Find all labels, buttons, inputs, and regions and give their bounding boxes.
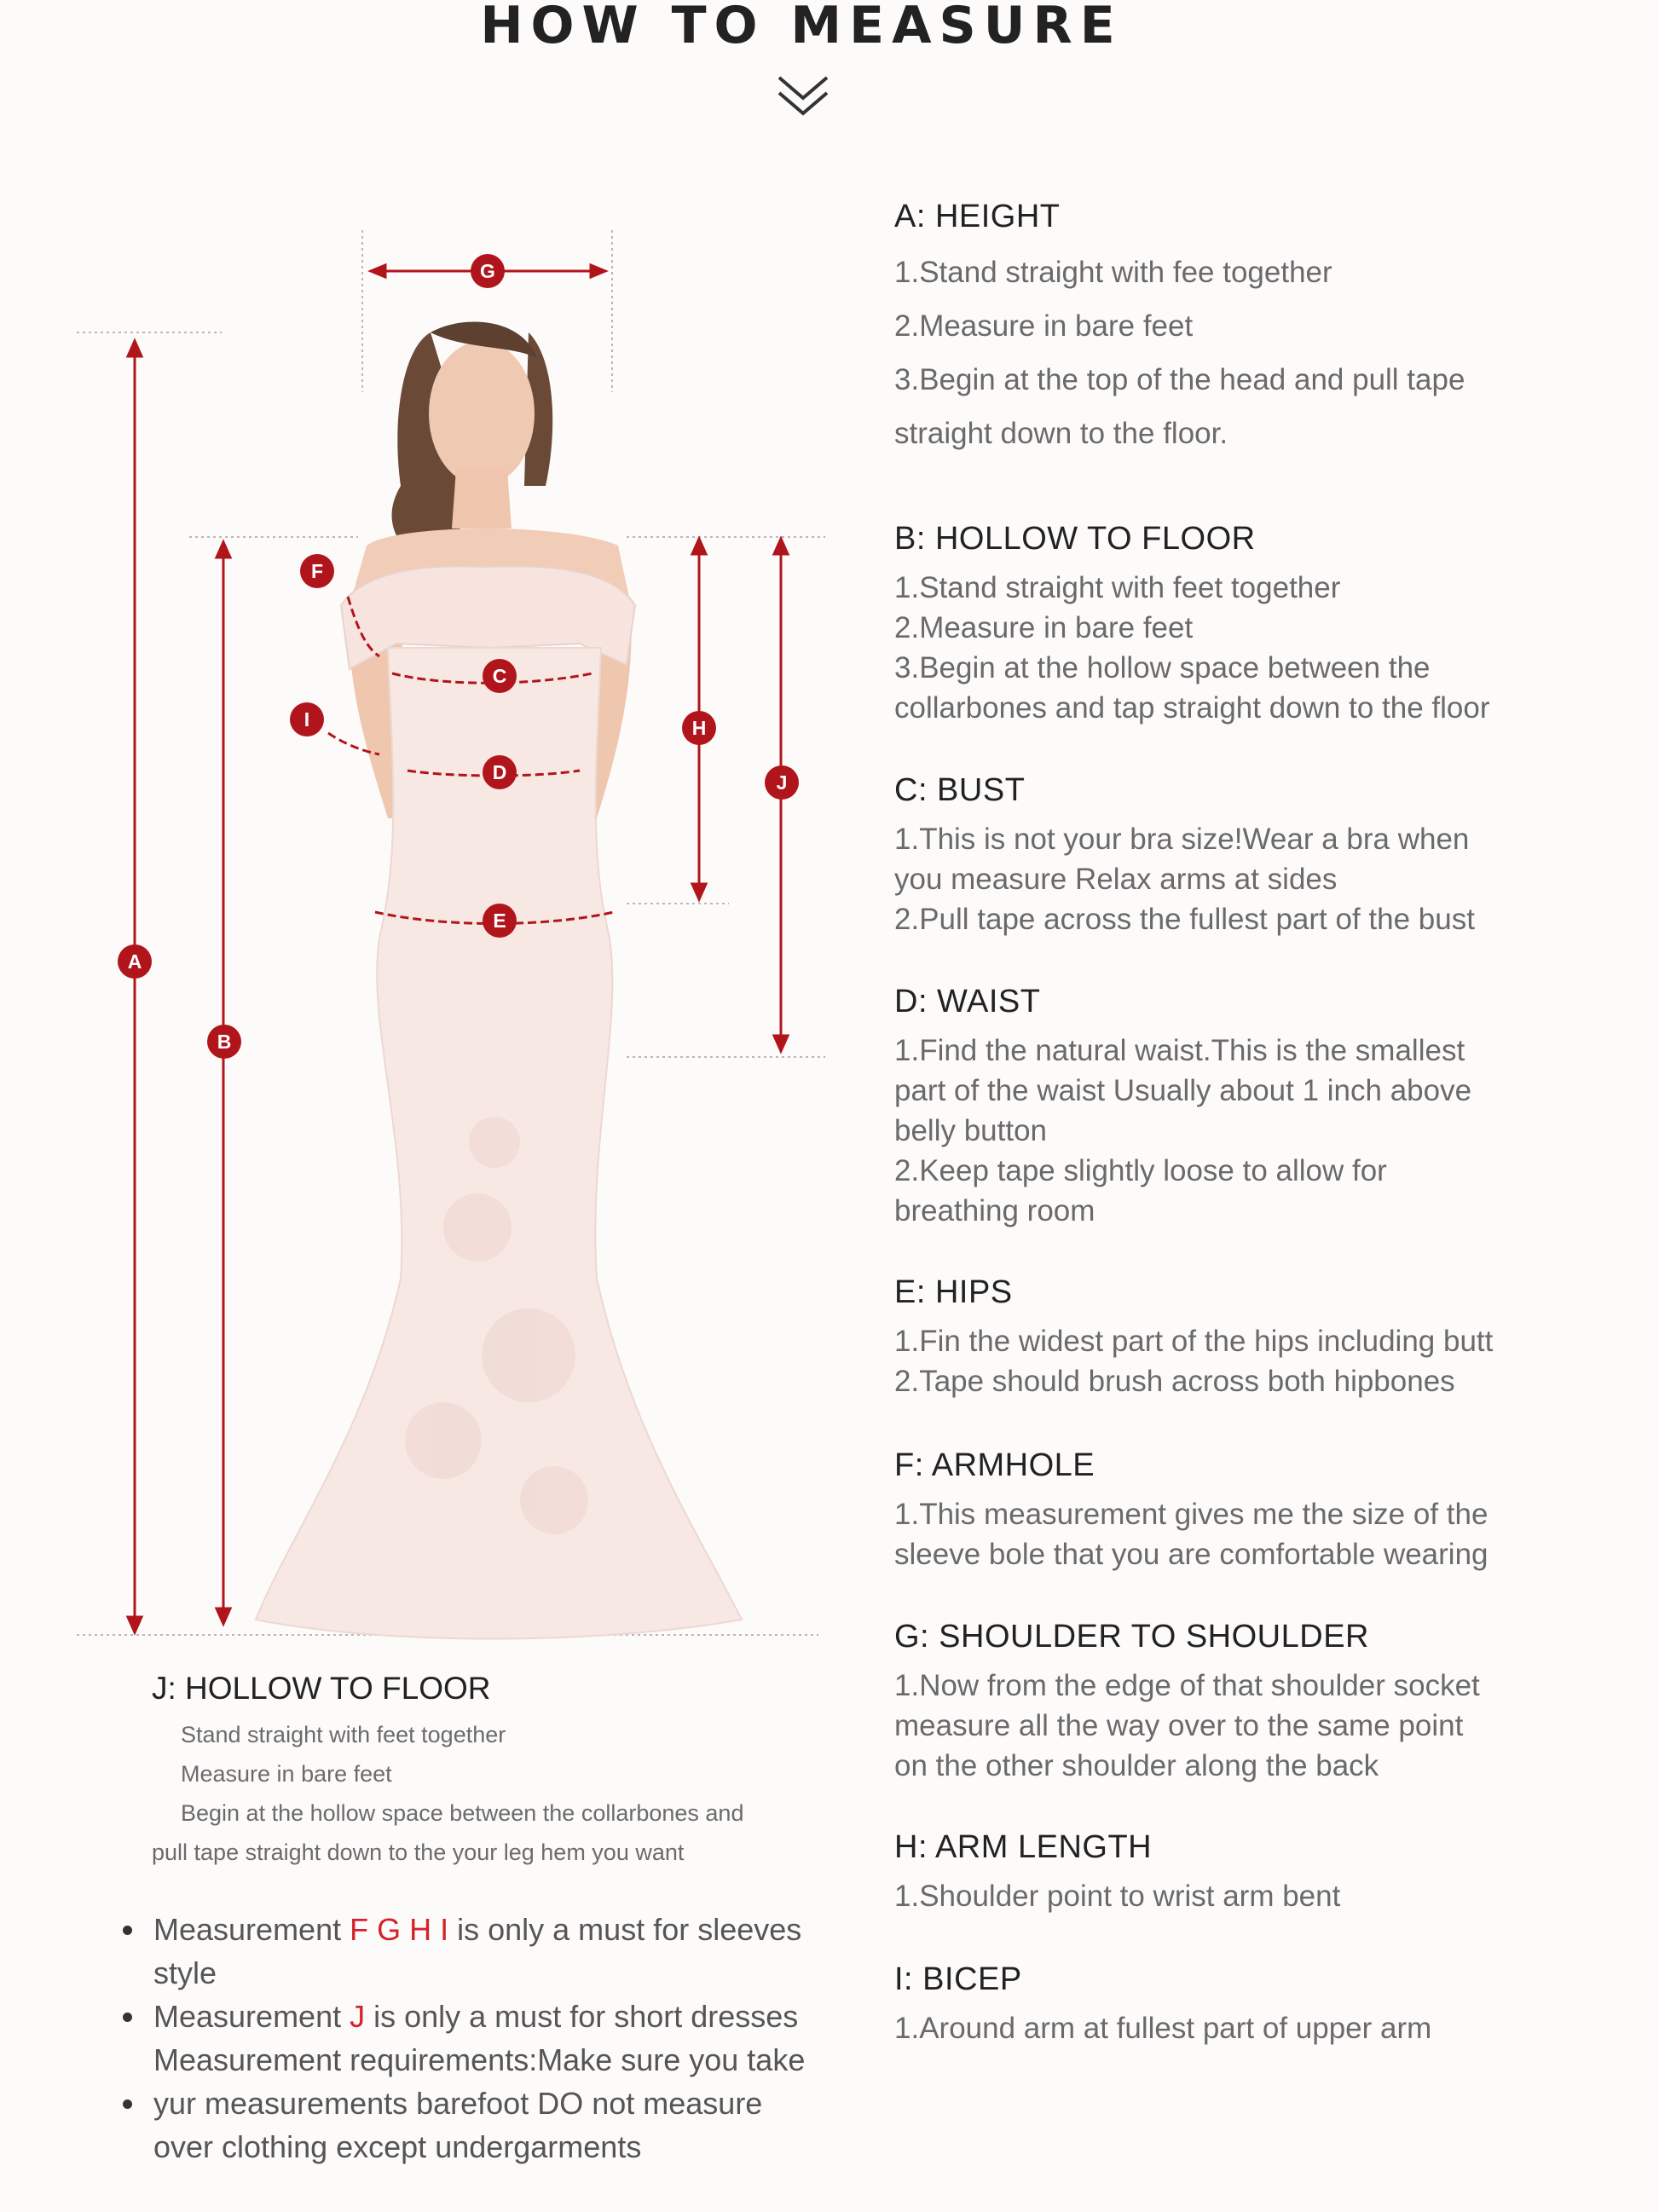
section-shoulder: G: SHOULDER TO SHOULDER 1.Now from the edge of that shoulder socket measure all the way over to the same point on the other shoulder along the back — [894, 1618, 1636, 1786]
section-heading: G: SHOULDER TO SHOULDER — [894, 1619, 1369, 1655]
list-item: Measurement J is only a must for short dresses Measurement requirements:Make sure you take — [119, 1995, 818, 2082]
marker-h: H — [682, 711, 716, 745]
section-heading: F: ARMHOLE — [894, 1447, 1095, 1483]
page-title: HOW TO MEASURE — [480, 0, 1123, 55]
marker-e: E — [483, 904, 517, 938]
marker-i: I — [290, 702, 324, 736]
section-height: A: HEIGHT 1.Stand straight with fee together 2.Measure in bare feet 3.Begin at the top of the head and pull tape straight down to the floor. — [894, 198, 1636, 460]
marker-c: C — [483, 659, 517, 693]
section-heading: A: HEIGHT — [894, 199, 1061, 234]
section-arm-length: H: ARM LENGTH 1.Shoulder point to wrist arm bent — [894, 1828, 1636, 1916]
section-hollow-to-floor: B: HOLLOW TO FLOOR 1.Stand straight with feet together 2.Measure in bare feet 3.Begin at the hollow space between the collarbones and tap straight down to the floor — [894, 520, 1636, 728]
notes-list — [119, 1908, 818, 2169]
list-item: Measurement F G H I is only a must for sleeves style — [119, 1908, 818, 1995]
section-heading: I: BICEP — [894, 1961, 1022, 1997]
marker-d: D — [483, 755, 517, 789]
marker-j: J — [765, 765, 799, 800]
section-armhole: F: ARMHOLE 1.This measurement gives me the size of the sleeve bole that you are comfortable wearing — [894, 1447, 1636, 1574]
marker-b: B — [207, 1025, 241, 1059]
chevron-down-icon — [776, 72, 830, 124]
section-j-hollow-to-floor: J: HOLLOW TO FLOOR Stand straight with feet together Measure in bare feet Begin at the hollow space between the collarbones and pull tape straight down to the your leg hem you want — [152, 1671, 808, 1872]
measurement-illustration — [0, 205, 853, 1679]
section-heading: J: HOLLOW TO FLOOR — [152, 1671, 491, 1706]
section-bust: C: BUST 1.This is not your bra size!Wear a bra when you measure Relax arms at sides 2.Pull tape across the fullest part of the bust — [894, 771, 1636, 939]
section-heading: E: HIPS — [894, 1274, 1013, 1310]
section-hips: E: HIPS 1.Fin the widest part of the hips including butt 2.Tape should brush across both hipbones — [894, 1273, 1636, 1401]
list-item: yur measurements barefoot DO not measure over clothing except undergarments — [119, 2082, 818, 2169]
section-heading: D: WAIST — [894, 984, 1041, 1019]
marker-a: A — [118, 944, 152, 979]
section-waist: D: WAIST 1.Find the natural waist.This is the smallest part of the waist Usually about 1 inch above belly button 2.Keep tape slightly loose to allow for breathing room — [894, 983, 1636, 1231]
section-bicep: I: BICEP 1.Around arm at fullest part of upper arm — [894, 1961, 1636, 2048]
marker-f: F — [300, 554, 334, 588]
section-heading: C: BUST — [894, 772, 1026, 808]
marker-g: G — [471, 254, 505, 288]
section-heading: H: ARM LENGTH — [894, 1829, 1153, 1865]
section-heading: B: HOLLOW TO FLOOR — [894, 521, 1256, 557]
dress-figure — [0, 205, 853, 1679]
